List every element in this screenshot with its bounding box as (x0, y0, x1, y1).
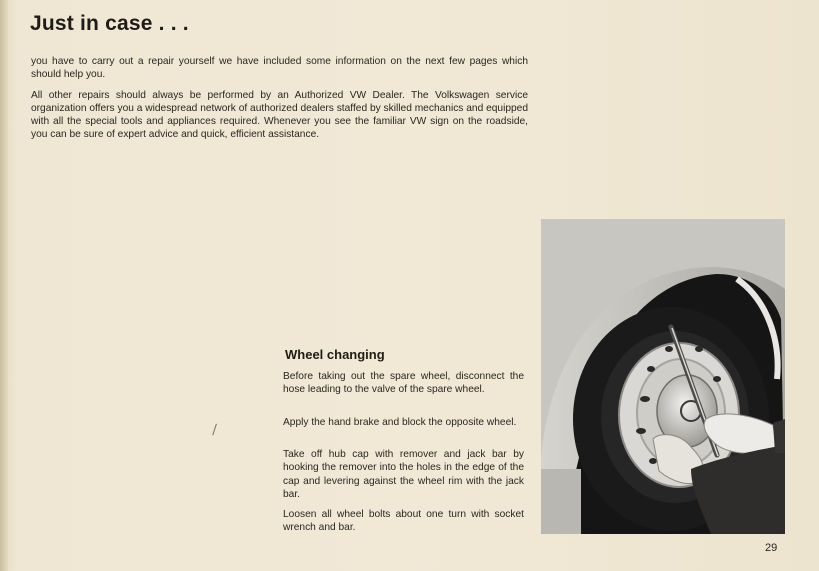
intro-paragraph-1: you have to carry out a repair yourself we have included some information on the next few pages which should help you. (31, 56, 528, 80)
page-heading: Just in case . . . (30, 12, 189, 35)
instruction-paragraph: Apply the hand brake and block the opposite wheel. (283, 417, 517, 428)
wheel-photo-illustration (541, 219, 785, 534)
page-number: 29 (765, 542, 778, 554)
page-spine (0, 0, 8, 571)
pencil-mark (212, 424, 220, 437)
intro-paragraph-2: All other repairs should always be performed by an Authorized VW Dealer. The Volkswagen service organization offers you a widespread network of authorized dealers staffed by skilled mechanics and equipped with all the special tools and appliances required. Whenever you see the familiar VW sign on the roadside, you can be sure of expert advice and quick, efficient assistance. (31, 90, 528, 140)
instruction-paragraph: Before taking out the spare wheel, disconnect the hose leading to the valve of the spare wheel. (283, 371, 524, 396)
instruction-paragraph: Take off hub cap with remover and jack bar by hooking the remover into the holes in the edge of the cap and levering against the wheel rim with the jack bar. (283, 449, 524, 500)
instruction-paragraph: Loosen all wheel bolts about one turn with socket wrench and bar. (283, 509, 524, 534)
section-title: Wheel changing (285, 347, 385, 362)
wheel-changing-photo (541, 219, 785, 534)
